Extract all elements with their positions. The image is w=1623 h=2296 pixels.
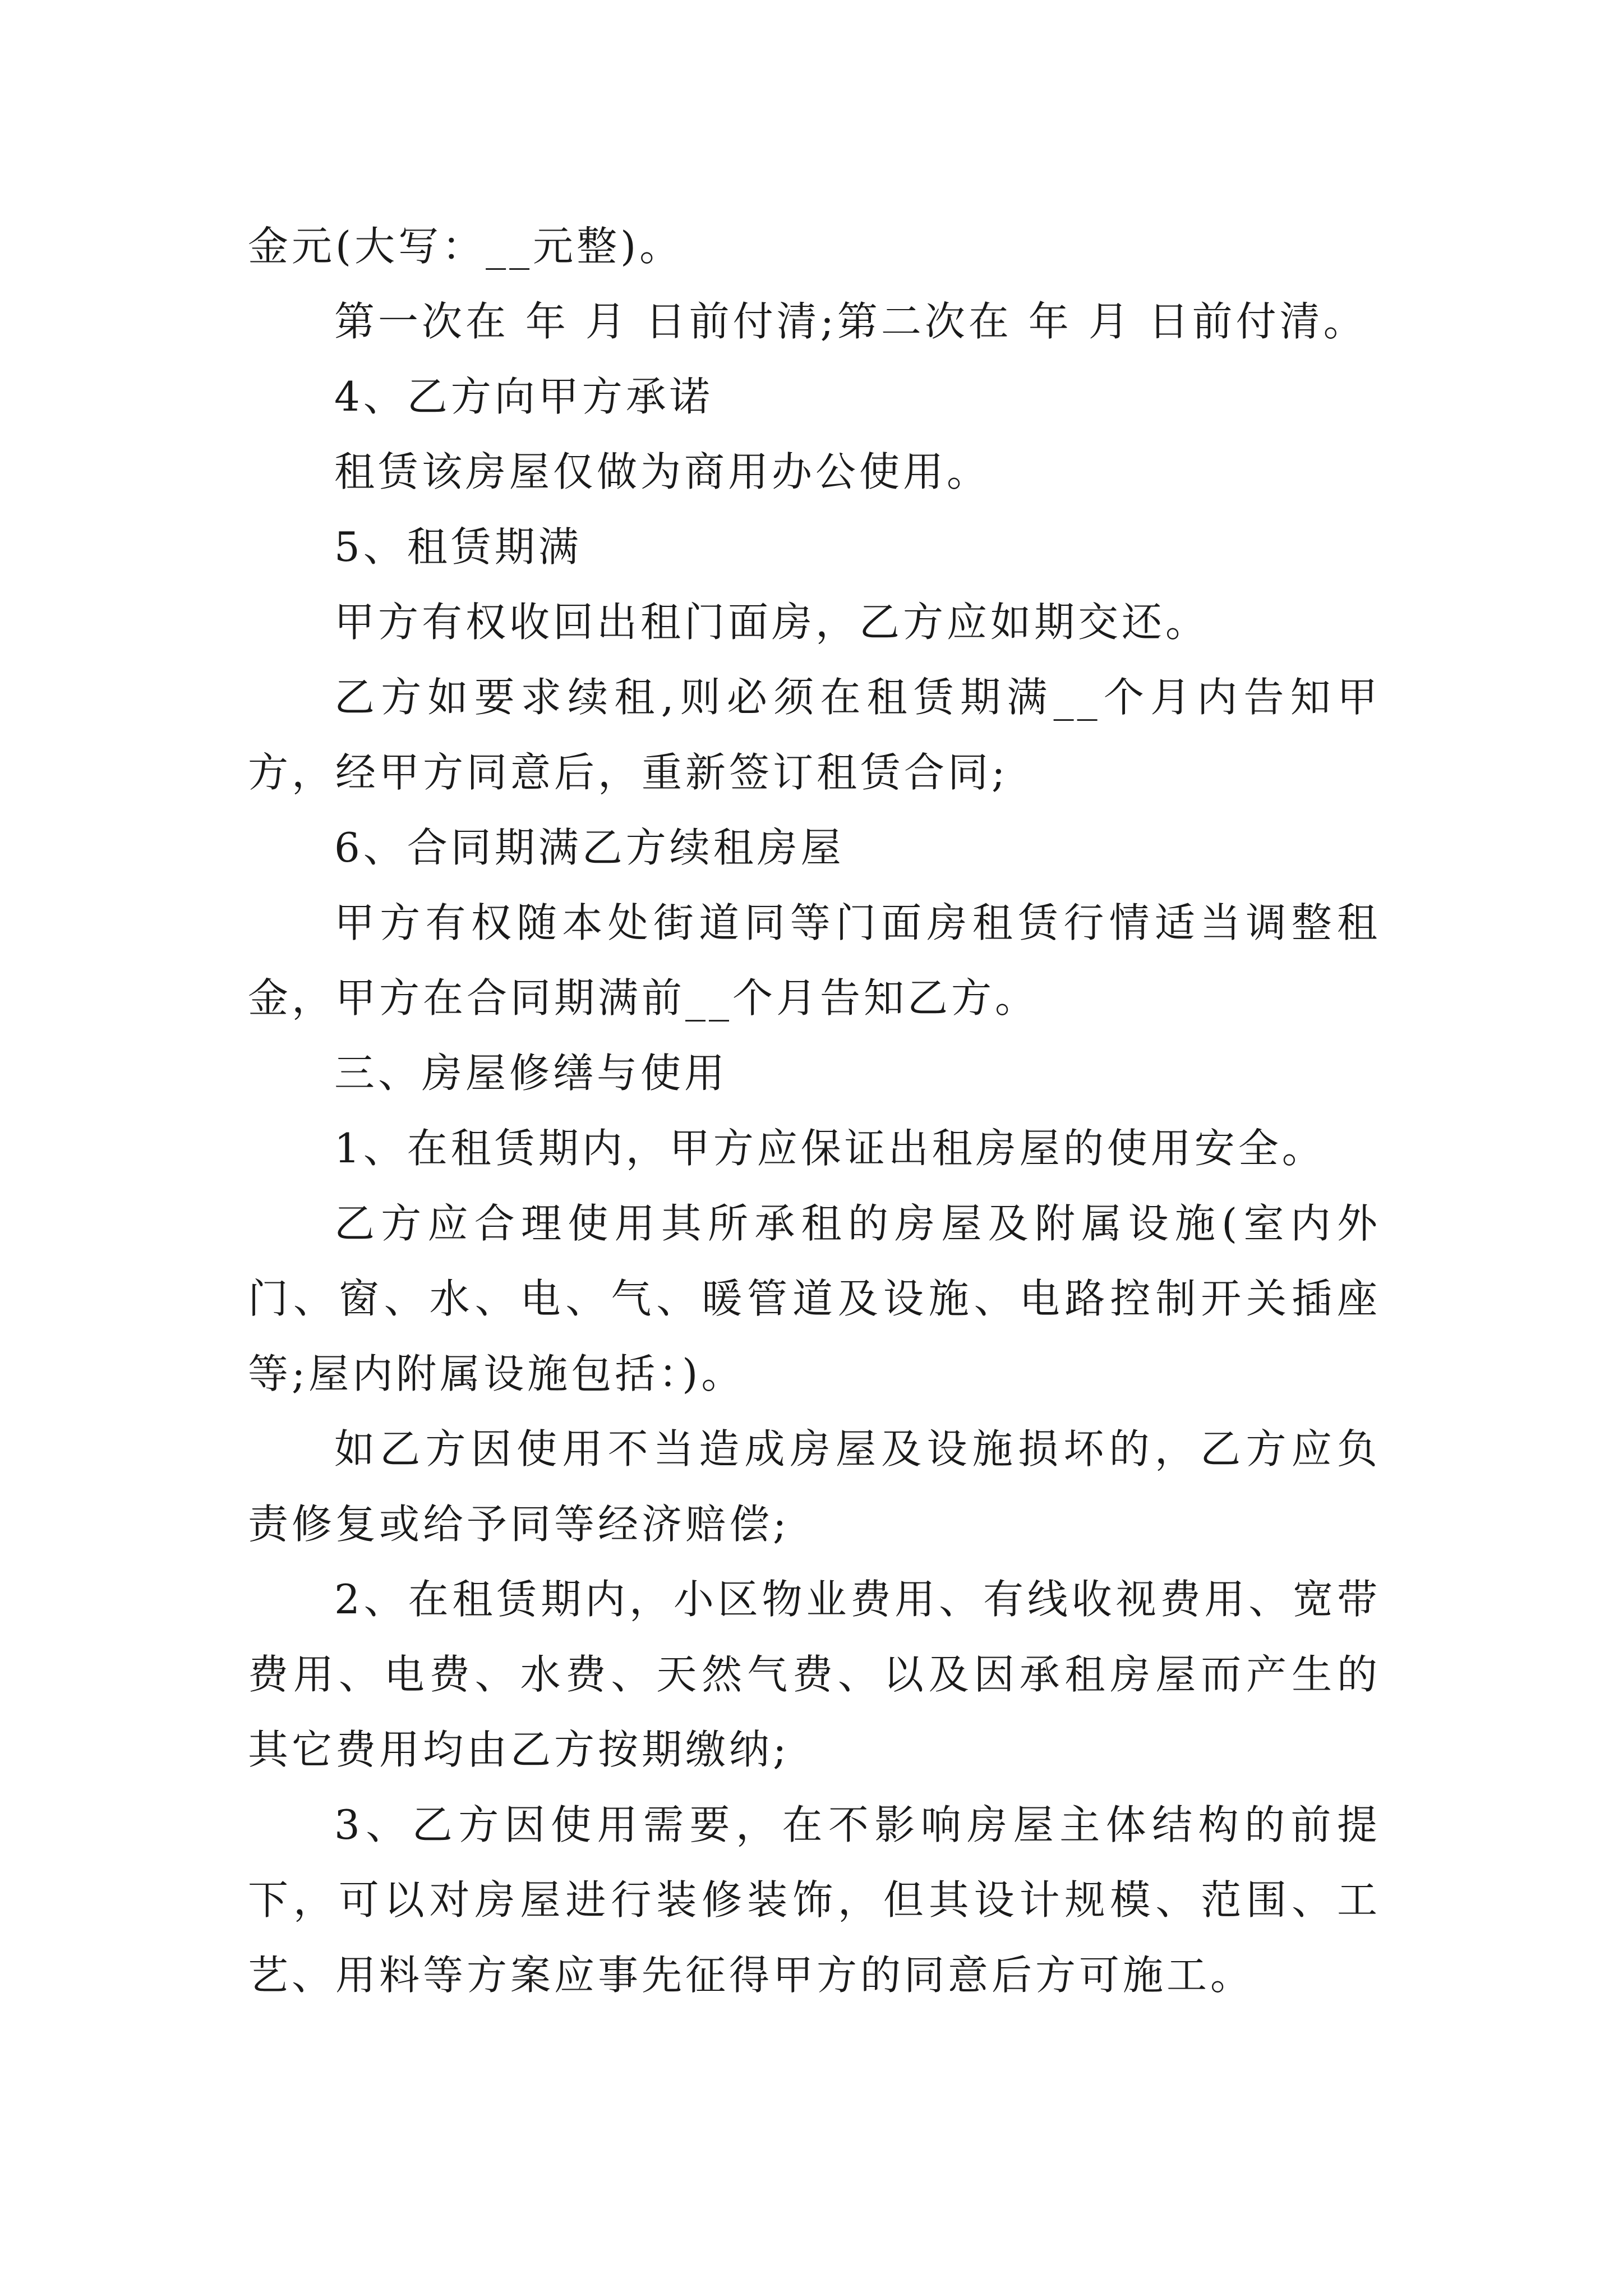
paragraph-safety: 1、在租赁期内，甲方应保证出租房屋的使用安全。 (334, 1125, 1326, 1172)
document-body (248, 209, 1381, 2013)
paragraph-rent-adjustment: 甲方有权随本处街道同等门面房租赁行情适当调整租金，甲方在合同期满前__个月告知乙方。 (248, 899, 1381, 1022)
heading-repair-and-use: 三、房屋修缮与使用 (334, 1050, 728, 1097)
paragraph-payment-schedule: 第一次在 年 月 日前付清;第二次在 年 月 日前付清。 (334, 298, 1367, 345)
paragraph-renovation: 3、乙方因使用需要，在不影响房屋主体结构的前提下，可以对房屋进行装修装饰，但其设计规模、范围、工艺、用料等方案应事先征得甲方的同意后方可施工。 (248, 1801, 1381, 1999)
paragraph-fees: 2、在租赁期内，小区物业费用、有线收视费用、宽带费用、电费、水费、天然气费、以及因承租房屋而产生的其它费用均由乙方按期缴纳; (248, 1576, 1381, 1773)
paragraph-damage-compensation: 如乙方因使用不当造成房屋及设施损坏的，乙方应负责修复或给予同等经济赔偿; (248, 1425, 1381, 1548)
paragraph-renewal-notice: 乙方如要求续租,则必须在租赁期满__个月内告知甲方，经甲方同意后，重新签订租赁合同; (248, 674, 1381, 796)
heading-renewal: 6、合同期满乙方续租房屋 (334, 824, 845, 871)
paragraph-payment-amount: 金元(大写：__元整)。 (248, 223, 684, 270)
paragraph-usage-purpose: 租赁该房屋仅做为商用办公使用。 (334, 448, 991, 495)
paragraph-return-premises: 甲方有权收回出租门面房，乙方应如期交还。 (334, 599, 1210, 646)
heading-tenant-promise: 4、乙方向甲方承诺 (334, 373, 713, 420)
paragraph-facilities: 乙方应合理使用其所承租的房屋及附属设施(室内外门、窗、水、电、气、暖管道及设施、电路控制开关插座等;屋内附属设施包括：)。 (248, 1200, 1381, 1397)
heading-lease-expiry: 5、租赁期满 (334, 523, 582, 570)
